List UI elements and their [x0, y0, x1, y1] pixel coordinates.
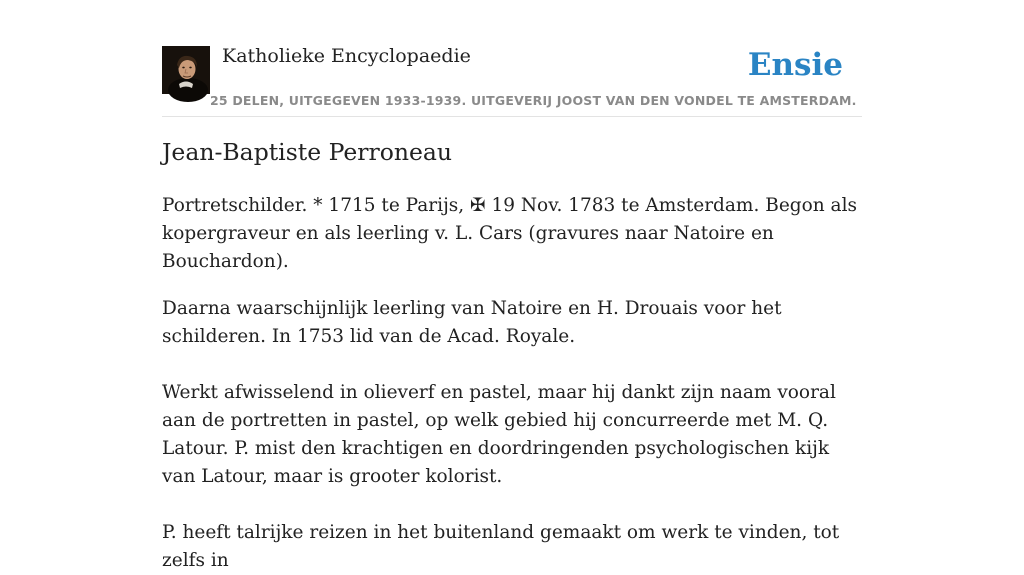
source-meta: 25 DELEN, UITGEGEVEN 1933-1939. UITGEVERIJ JOOST VAN DEN VONDEL TE AMSTERDAM.: [210, 93, 857, 108]
entry-paragraph: Daarna waarschijnlijk leerling van Natoire en H. Drouais voor het schilderen. In 1753 lid van de Acad. Royale.: [162, 298, 782, 347]
source-header: [162, 0, 862, 117]
entry-title: Jean-Baptiste Perroneau: [162, 138, 453, 166]
ensie-logo-link[interactable]: Ensie: [747, 47, 843, 83]
portrait-avatar-icon[interactable]: [162, 46, 210, 94]
source-title[interactable]: Katholieke Encyclopaedie: [222, 45, 471, 67]
entry-paragraph: Werkt afwisselend in olieverf en pastel, maar hij dankt zijn naam vooral aan de portretten in pastel, op welk gebied hij concurreerde met M. Q. Latour. P. mist den krachtigen en doordringenden psychologischen kijk van Latour, maar is grooter kolorist.: [162, 382, 836, 487]
entry-body: [162, 192, 862, 575]
entry-paragraph: Portretschilder. * 1715 te Parijs, ✠ 19 Nov. 1783 te Amsterdam. Begon als kopergraveur en als leerling v. L. Cars (gravures naar Natoire en Bouchardon).: [162, 195, 857, 272]
page: [162, 0, 862, 571]
entry-paragraph: P. heeft talrijke reizen in het buitenland gemaakt om werk te vinden, tot zelfs in: [162, 522, 840, 571]
